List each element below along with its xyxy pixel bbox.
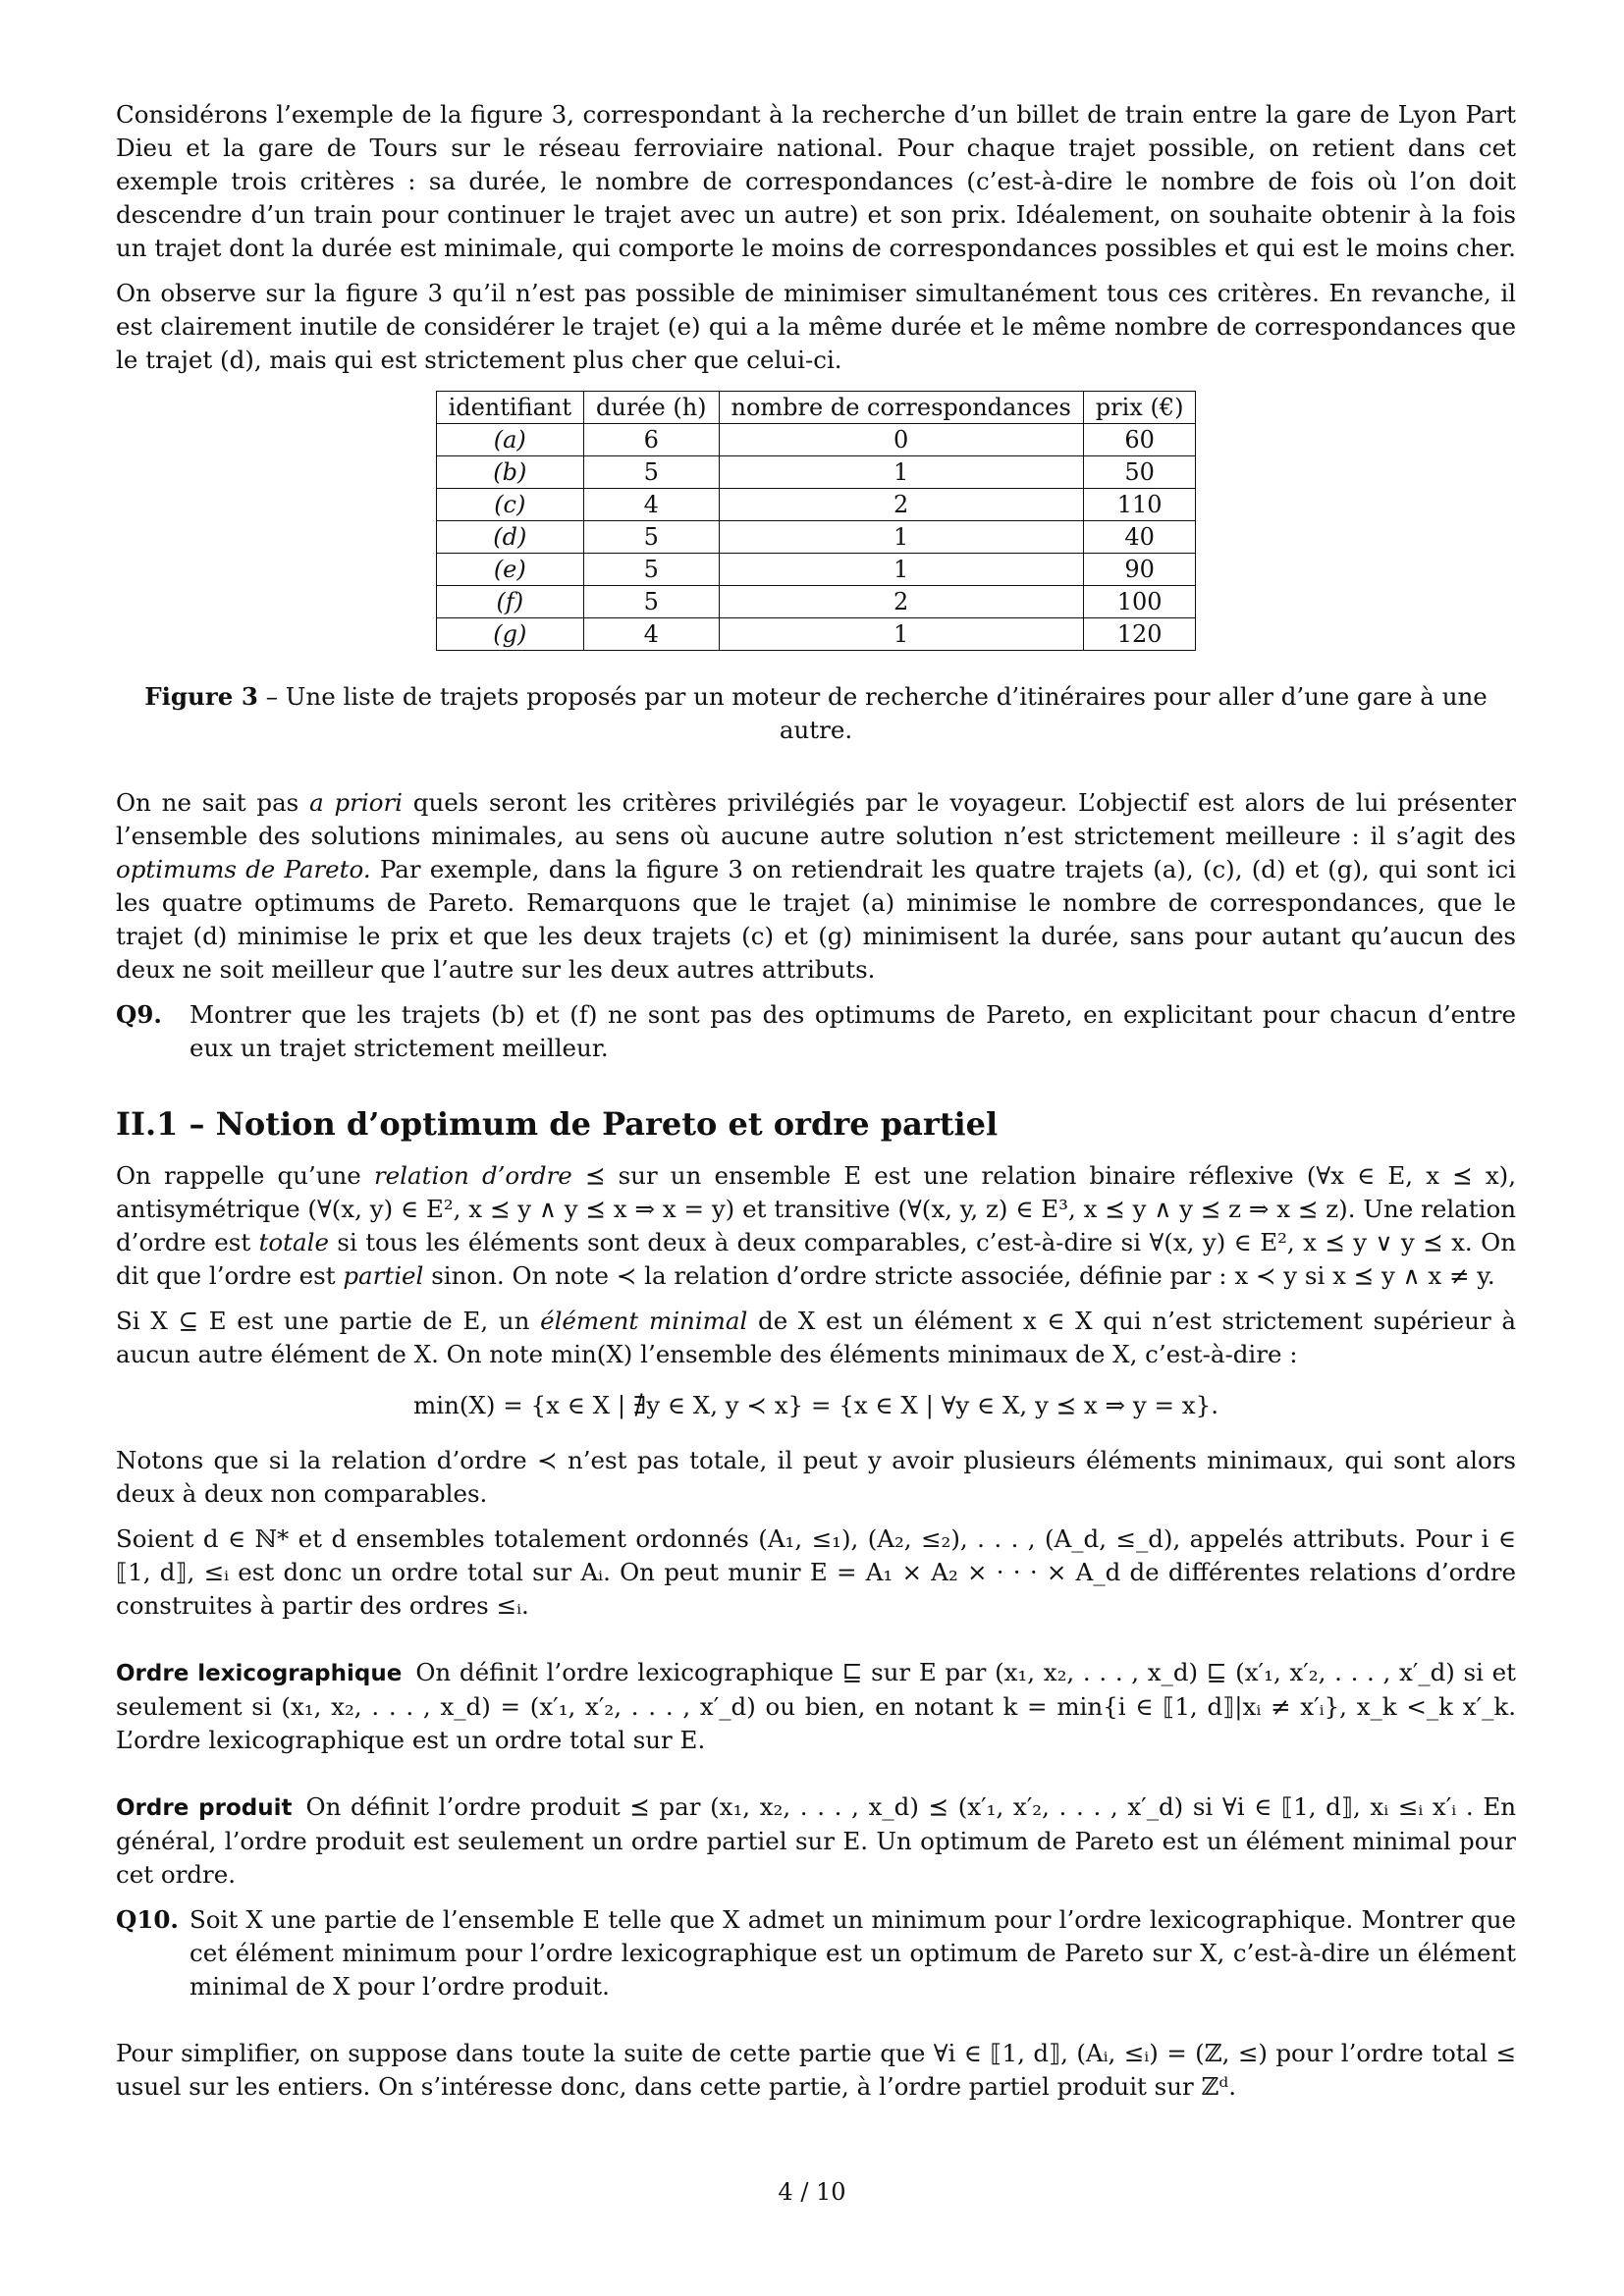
cell-id: (a): [436, 424, 583, 456]
cell-id: (f): [436, 586, 583, 618]
section-title: II.1 – Notion d’optimum de Pareto et ordre partiel: [116, 1105, 999, 1143]
emphasis: totale: [258, 1228, 329, 1256]
question-q10: [116, 1903, 1516, 2003]
emphasis: élément minimal: [540, 1307, 748, 1335]
cell-prix: 40: [1083, 521, 1196, 554]
emphasis: relation d’ordre: [373, 1161, 572, 1190]
cell-duree: 4: [584, 489, 720, 521]
trips-table: [436, 391, 1197, 651]
cell-correspondances: 1: [719, 456, 1083, 489]
table-row: [436, 586, 1196, 618]
paragraph-heading: Ordre produit: [116, 1795, 293, 1821]
table-row: [436, 554, 1196, 586]
header-correspondances: nombre de correspondances: [719, 392, 1083, 424]
text-run: On définit l’ordre lexicographique ⊑ sur E par (x₁, x₂, . . . , x_d) ⊑ (x′₁, x′₂, . . . , x′_d) si et seulement si (x₁, x₂, . . . , x_d) = (x′₁, x′₂, . . . , x′_d) ou bien, en notant k = min{i ∈ ⟦1, d⟧|xᵢ ≠ x′ᵢ}, x_k <_k x′_k. L’ordre lexicographique est un ordre total sur E.: [116, 1658, 1516, 1754]
cell-duree: 5: [584, 456, 720, 489]
paragraph-final: Pour simplifier, on suppose dans toute la suite de cette partie que ∀i ∈ ⟦1, d⟧, (Aᵢ, ≤ᵢ) = (ℤ, ≤) pour l’ordre total ≤ usuel sur les entiers. On s’intéresse donc, dans cette partie, à l’ordre partiel produit sur ℤᵈ.: [116, 2039, 1516, 2101]
emphasis: a priori: [309, 788, 403, 817]
text-run: Si X ⊆ E est une partie de E, un: [116, 1307, 541, 1335]
paragraph-pareto: [116, 786, 1516, 987]
table-header-row: [436, 392, 1196, 424]
table-row: [436, 618, 1196, 651]
cell-id: (e): [436, 554, 583, 586]
cell-id: (c): [436, 489, 583, 521]
text-run: On définit l’ordre produit ⪯ par (x₁, x₂, . . . , x_d) ⪯ (x′₁, x′₂, . . . , x′_d) si ∀i ∈ ⟦1, d⟧, xᵢ ≤ᵢ x′ᵢ . En général, l’ordre produit est seulement un ordre partiel sur E. Un optimum de Pareto est un élément minimal pour cet ordre.: [116, 1792, 1516, 1889]
figure-caption: [116, 680, 1516, 747]
question-text: Montrer que les trajets (b) et (f) ne sont pas des optimums de Pareto, en explicitant pour chacun d’entre eux un trajet strictement meilleur.: [189, 1000, 1516, 1062]
text-run: sinon. On note ≺ la relation d’ordre stricte associée, définie par : x ≺ y si x ⪯ y ∧ x ≠ y.: [423, 1261, 1495, 1290]
text-run: ⪯ sur un ensemble E est une relation binaire réflexive (∀x ∈ E, x ⪯ x), antisymétrique (∀(x, y) ∈ E², x ⪯ y ∧ y ⪯ x ⇒ x = y) et transitive (∀(x, y, z) ∈ E³, x ⪯ y ∧ y ⪯ z ⇒ x ⪯ z). Une relation d’ordre est: [116, 1161, 1516, 1256]
header-identifiant: identifiant: [436, 392, 583, 424]
text-run: On ne sait pas: [116, 788, 310, 817]
paragraph-minimal-definition: [116, 1305, 1516, 1371]
table-row: [436, 456, 1196, 489]
figure-caption-text: – Une liste de trajets proposés par un moteur de recherche d’itinéraires pour aller d’une gare à une autre.: [257, 682, 1488, 744]
paragraph-product: [116, 1790, 1516, 1892]
cell-id: (g): [436, 618, 583, 651]
cell-duree: 5: [584, 521, 720, 554]
text-run: quels seront les critères privilégiés par le voyageur. L’objectif est alors de lui présenter l’ensemble des solutions minimales, au sens où aucune autre solution n’est strictement meilleure : il s’agit des: [116, 788, 1516, 850]
paragraph-soient: Soient d ∈ ℕ* et d ensembles totalement ordonnés (A₁, ≤₁), (A₂, ≤₂), . . . , (A_d, ≤_d), appelés attributs. Pour i ∈ ⟦1, d⟧, ≤ᵢ est donc un ordre total sur Aᵢ. On peut munir E = A₁ × A₂ × · · · × A_d de différentes relations d’ordre construites à partir des ordres ≤ᵢ.: [116, 1524, 1516, 1620]
cell-duree: 4: [584, 618, 720, 651]
page-number: 4 / 10: [778, 2178, 846, 2206]
paragraph-observation: On observe sur la figure 3 qu’il n’est pas possible de minimiser simultanément tous ces critères. En revanche, il est clairement inutile de considérer le trajet (e) qui a la même durée et le même nombre de correspondances que le trajet (d), mais qui est strictement plus cher que celui-ci.: [116, 279, 1516, 374]
cell-duree: 6: [584, 424, 720, 456]
cell-prix: 90: [1083, 554, 1196, 586]
table-row: [436, 521, 1196, 554]
emphasis: optimums de Pareto.: [116, 855, 371, 883]
formula-min: min(X) = {x ∈ X | ∄y ∈ X, y ≺ x} = {x ∈ X | ∀y ∈ X, y ⪯ x ⇒ y = x}.: [413, 1391, 1218, 1419]
cell-id: (d): [436, 521, 583, 554]
cell-correspondances: 1: [719, 618, 1083, 651]
header-prix: prix (€): [1083, 392, 1196, 424]
text-run: si tous les éléments sont deux à deux comparables, c’est-à-dire si ∀(x, y) ∈ E², x ⪯ y ∨ y ⪯ x. On dit que l’ordre est: [116, 1228, 1516, 1290]
question-q9: [116, 998, 1516, 1065]
text-run: de X est un élément x ∈ X qui n’est strictement supérieur à aucun autre élément de X. On note min(X) l’ensemble des éléments minimaux de X, c’est-à-dire :: [116, 1307, 1516, 1368]
cell-prix: 100: [1083, 586, 1196, 618]
question-number: Q9.: [116, 1000, 162, 1029]
cell-correspondances: 1: [719, 554, 1083, 586]
text-run: Par exemple, dans la figure 3 on retiendrait les quatre trajets (a), (c), (d) et (g), qui sont ici les quatre optimums de Pareto. Remarquons que le trajet (a) minimise le nombre de correspondances, que le trajet (d) minimise le prix et que les deux trajets (c) et (g) minimisent la durée, sans pour autant qu’aucun des deux ne soit meilleur que l’autre sur les deux autres attributs.: [116, 855, 1517, 984]
paragraph-order-definition: [116, 1159, 1516, 1293]
cell-duree: 5: [584, 554, 720, 586]
cell-duree: 5: [584, 586, 720, 618]
text-run: On rappelle qu’une: [116, 1161, 374, 1190]
table-row: [436, 424, 1196, 456]
cell-id: (b): [436, 456, 583, 489]
cell-correspondances: 2: [719, 586, 1083, 618]
cell-prix: 110: [1083, 489, 1196, 521]
paragraph-intro: Considérons l’exemple de la figure 3, correspondant à la recherche d’un billet de train entre la gare de Lyon Part Dieu et la gare de Tours sur le réseau ferroviaire national. Pour chaque trajet possible, on retient dans cet exemple trois critères : sa durée, le nombre de correspondances (c’est-à-dire le nombre de fois où l’on doit descendre d’un train pour continuer le trajet avec un autre) et son prix. Idéalement, on souhaite obtenir à la fois un trajet dont la durée est minimale, qui comporte le moins de correspondances possibles et qui est le moins cher.: [116, 100, 1516, 262]
cell-correspondances: 1: [719, 521, 1083, 554]
cell-prix: 60: [1083, 424, 1196, 456]
cell-prix: 50: [1083, 456, 1196, 489]
paragraph-lexicographic: [116, 1656, 1516, 1757]
figure-label: Figure 3: [144, 682, 258, 711]
cell-correspondances: 2: [719, 489, 1083, 521]
cell-prix: 120: [1083, 618, 1196, 651]
paragraph-heading: Ordre lexicographique: [116, 1661, 403, 1686]
question-text: Soit X une partie de l’ensemble E telle que X admet un minimum pour l’ordre lexicographique. Montrer que cet élément minimum pour l’ordre lexicographique est un optimum de Pareto sur X, c’est-à-dire un élément minimal de X pour l’ordre produit.: [189, 1905, 1516, 2001]
paragraph-notons: Notons que si la relation d’ordre ≺ n’est pas totale, il peut y avoir plusieurs éléments minimaux, qui sont alors deux à deux non comparables.: [116, 1446, 1516, 1508]
emphasis: partiel: [343, 1261, 424, 1290]
table-row: [436, 489, 1196, 521]
cell-correspondances: 0: [719, 424, 1083, 456]
page-content: [116, 98, 1516, 2115]
question-number: Q10.: [116, 1905, 179, 1934]
header-duree: durée (h): [584, 392, 720, 424]
